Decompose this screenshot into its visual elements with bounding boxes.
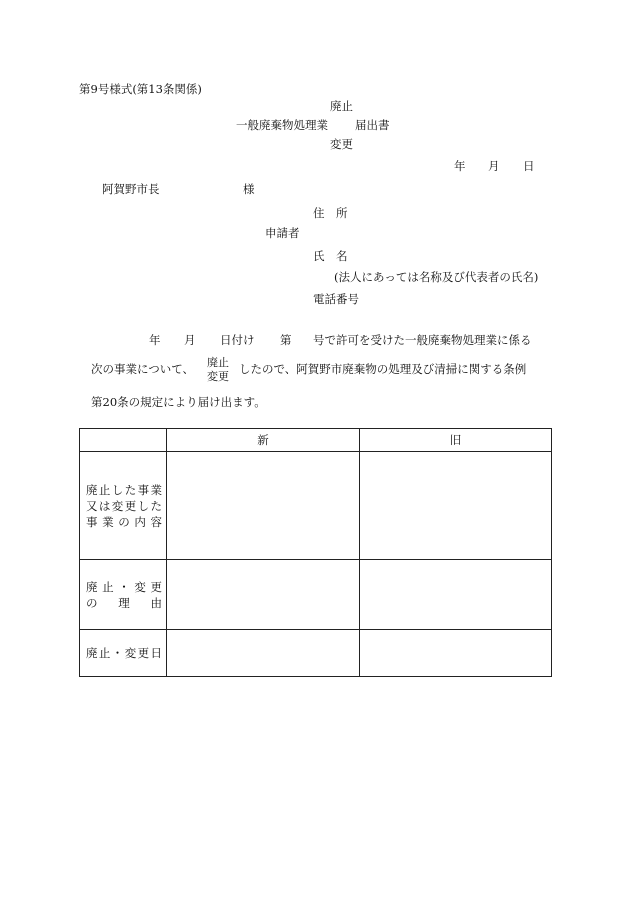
table-header-new: 新	[167, 429, 360, 452]
table-row	[80, 630, 552, 677]
row-label-contents	[80, 452, 167, 560]
row-label-line: 廃止・変更	[86, 579, 162, 594]
cell-new-contents[interactable]	[167, 452, 360, 560]
body-line1-text: 号で許可を受けた一般廃棄物処理業に係る	[313, 333, 532, 347]
body-dated-label: 日付け	[220, 333, 255, 347]
row-label-reason	[80, 560, 167, 630]
body-number-prefix: 第	[280, 333, 292, 347]
addressee-honorific: 様	[243, 182, 255, 196]
title-suffix: 届出書	[355, 118, 390, 132]
body-choice-abolish: 廃止	[207, 356, 229, 369]
cell-new-date[interactable]	[167, 630, 360, 677]
cell-old-reason[interactable]	[360, 560, 552, 630]
body-line2-text: したので、阿賀野市廃棄物の処理及び清掃に関する条例	[239, 362, 527, 376]
body-month-label: 月	[184, 333, 196, 347]
cell-new-reason[interactable]	[167, 560, 360, 630]
title-option-change: 変更	[330, 137, 353, 151]
applicant-corporate-note: (法人にあっては名称及び代表者の氏名)	[334, 270, 539, 284]
applicant-phone-label: 電話番号	[313, 292, 359, 306]
body-choice-change: 変更	[207, 370, 229, 383]
date-day-label: 日	[523, 159, 535, 173]
body-choice-stack	[207, 356, 229, 384]
body-line2-prefix: 次の事業について、	[91, 362, 195, 376]
table-row	[80, 452, 552, 560]
body-year-label: 年	[149, 333, 161, 347]
applicant-name-label: 氏 名	[313, 249, 348, 263]
report-table	[79, 428, 552, 677]
form-number: 第9号様式(第13条関係)	[79, 82, 202, 96]
document-title: 一般廃棄物処理業	[236, 118, 328, 132]
row-label-line: 廃止した事業	[86, 482, 162, 497]
row-label-line: の理由	[86, 595, 162, 610]
date-year-label: 年	[454, 159, 466, 173]
row-label-line: 廃止・変更日	[86, 646, 162, 660]
table-header-row	[80, 429, 552, 452]
addressee-name: 阿賀野市長	[102, 182, 160, 196]
cell-old-contents[interactable]	[360, 452, 552, 560]
table-header-old: 旧	[360, 429, 552, 452]
applicant-address-label: 住 所	[313, 206, 348, 220]
table-row	[80, 560, 552, 630]
date-month-label: 月	[488, 159, 500, 173]
row-label-date	[80, 630, 167, 677]
cell-old-date[interactable]	[360, 630, 552, 677]
body-line3-text: 第20条の規定により届け出ます。	[91, 395, 266, 409]
title-option-abolish: 廃止	[330, 99, 353, 113]
row-label-line: 事業の内容	[86, 514, 162, 529]
applicant-role-label: 申請者	[265, 226, 300, 240]
row-label-line: 又は変更した	[86, 498, 162, 513]
table-corner-cell	[80, 429, 167, 452]
